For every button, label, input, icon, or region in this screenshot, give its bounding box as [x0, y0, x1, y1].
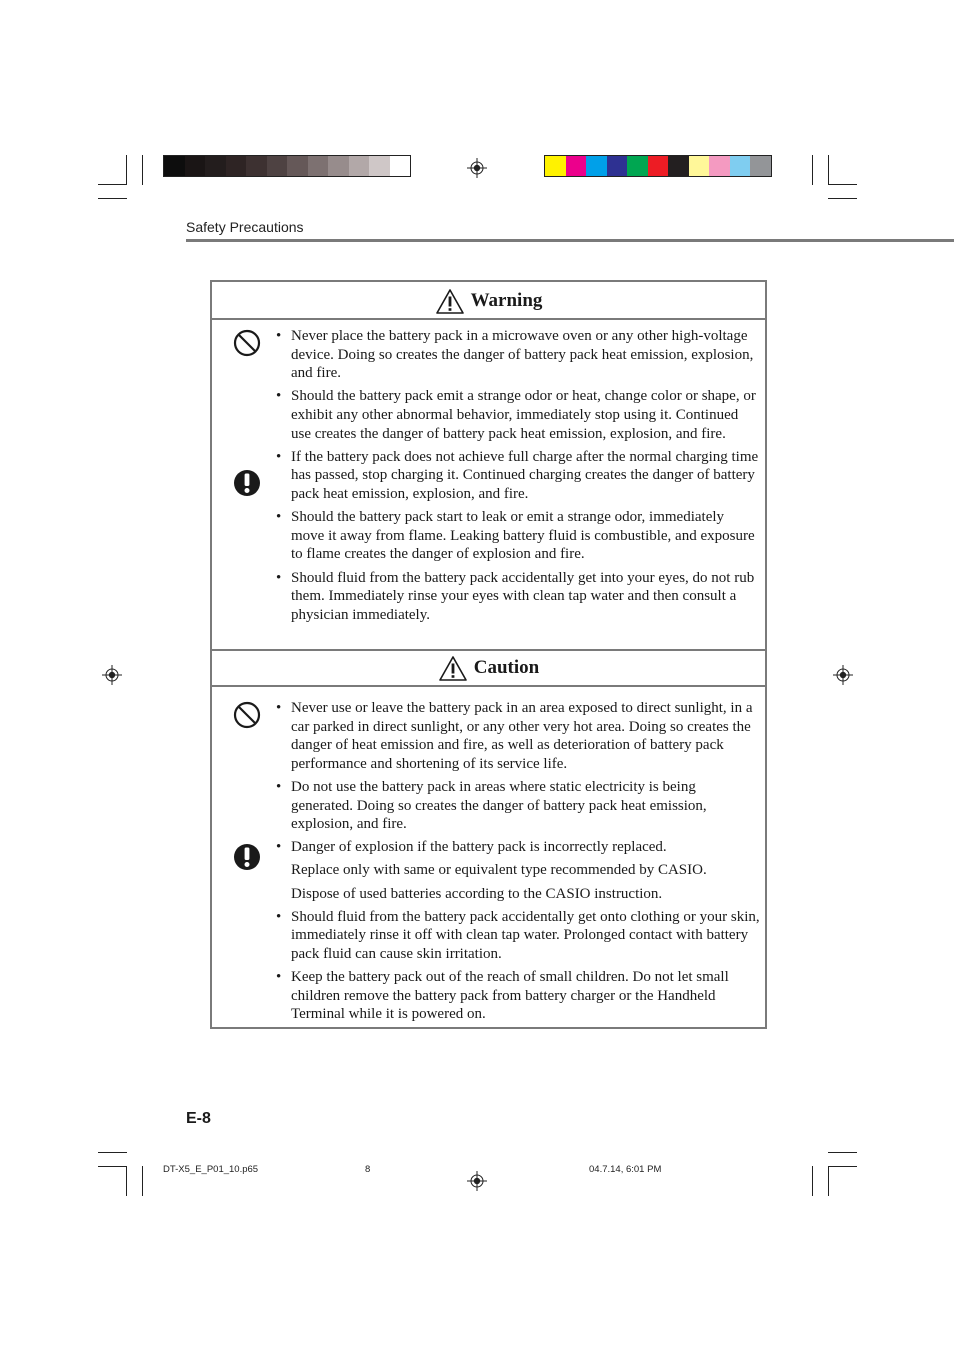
color-swatch	[709, 156, 730, 176]
crop-mark	[812, 155, 813, 185]
list-item: • Should the battery pack emit a strange odor or heat, change color or shape, or exhibit any other abnormal behavior, immediately stop using it. Continued use creates the danger of battery pack heat emission, explosion, and fire.	[276, 388, 756, 442]
exclamation-circle-icon	[232, 468, 262, 498]
bullet: •	[276, 778, 282, 795]
crop-mark	[98, 184, 127, 185]
color-swatch	[349, 156, 370, 176]
warning-title: Warning	[470, 290, 543, 311]
bullet: •	[276, 509, 282, 526]
slug-file: DT-X5_E_P01_10.p65	[163, 1164, 259, 1175]
crop-mark	[812, 1166, 813, 1196]
caution-heading	[212, 651, 765, 685]
color-swatch	[730, 156, 751, 176]
color-swatch	[689, 156, 710, 176]
exclamation-circle-icon	[232, 842, 262, 872]
bullet: •	[276, 839, 282, 856]
bullet: •	[276, 700, 282, 716]
color-swatch	[648, 156, 669, 176]
color-swatch	[267, 156, 288, 176]
list-item: • Keep the battery pack out of the reach of small children. Do not let small children remove the battery pack from battery charger or the Handheld Terminal while it is powered on.	[276, 969, 729, 1023]
crop-mark	[98, 1152, 127, 1153]
crop-mark	[828, 184, 857, 185]
crop-mark	[828, 198, 857, 199]
list-item: • Danger of explosion if the battery pack is incorrectly replaced. Replace only with same or equivalent type recommended by CASIO. Dispose of used batteries according to the CASIO instruction.	[276, 838, 760, 903]
list-item: • Should the battery pack start to leak or emit a strange odor, immediately move it away from flame. Leaking battery fluid is combustible, and exposure to flame creates the danger of explosion and fire.	[276, 509, 755, 563]
divider	[212, 318, 765, 320]
color-swatch	[287, 156, 308, 176]
color-swatch	[369, 156, 390, 176]
crop-mark	[142, 155, 143, 185]
crop-mark	[828, 1152, 857, 1153]
section-title: Safety Precautions	[186, 219, 304, 235]
bullet: •	[276, 908, 282, 925]
crop-mark	[828, 1166, 857, 1167]
registration-mark-icon	[467, 158, 487, 178]
sub-line: Replace only with same or equivalent type recommended by CASIO.	[291, 861, 707, 878]
color-swatch	[185, 156, 206, 176]
bullet: •	[276, 448, 282, 465]
caution-title: Caution	[473, 657, 540, 678]
color-calibration-bar	[544, 155, 772, 177]
crop-mark	[98, 1166, 127, 1167]
prohibited-icon	[232, 328, 262, 358]
bullet: •	[276, 569, 282, 586]
warning-list	[276, 327, 760, 629]
crop-mark	[828, 155, 829, 185]
color-swatch	[328, 156, 349, 176]
slug-page: 8	[365, 1164, 371, 1175]
color-swatch	[607, 156, 628, 176]
list-item: • Should fluid from the battery pack accidentally get onto clothing or your skin, immediately rinse it off with clean tap water. Prolonged contact with battery pack fluid can cause skin irritation.	[276, 908, 760, 962]
color-swatch	[226, 156, 247, 176]
color-swatch	[566, 156, 587, 176]
bullet: •	[276, 969, 282, 986]
crop-mark	[126, 155, 127, 185]
slug-date: 04.7.14, 6:01 PM	[589, 1164, 662, 1175]
page-number: E-8	[186, 1110, 211, 1127]
header-rule	[186, 239, 954, 242]
registration-mark-icon	[833, 665, 853, 685]
color-swatch	[627, 156, 648, 176]
crop-mark	[828, 1166, 829, 1196]
warning-triangle-icon	[438, 655, 468, 682]
crop-mark	[142, 1166, 143, 1196]
color-swatch	[308, 156, 329, 176]
warning-triangle-icon	[435, 288, 465, 315]
list-item: • Should fluid from the battery pack accidentally get into your eyes, do not rub them. Immediately rinse your eyes with clean tap water and then consult a physician immediately.	[276, 569, 755, 623]
registration-mark-icon	[102, 665, 122, 685]
color-swatch	[246, 156, 267, 176]
bullet: •	[276, 328, 282, 344]
color-swatch	[545, 156, 566, 176]
color-swatch	[750, 156, 771, 176]
color-swatch	[390, 156, 411, 176]
prohibited-icon	[232, 700, 262, 730]
list-item: • If the battery pack does not achieve full charge after the normal charging time has passed, stop charging it. Continued charging creates the danger of battery pack heat emission, explosion, and fire.	[276, 448, 759, 502]
crop-mark	[126, 1166, 127, 1196]
registration-mark-icon	[467, 1171, 487, 1191]
color-swatch	[668, 156, 689, 176]
crop-mark	[98, 198, 127, 199]
caution-list	[276, 699, 760, 1028]
safety-box	[210, 280, 767, 1029]
bullet: •	[276, 388, 282, 405]
color-swatch	[586, 156, 607, 176]
list-item: • Never use or leave the battery pack in an area exposed to direct sunlight, in a car parked in direct sunlight, or any other very hot area. Doing so creates the danger of heat emission and fire, as well as deterioration of battery pack performance and shortening of its service life.	[276, 700, 753, 772]
sub-line: Dispose of used batteries according to the CASIO instruction.	[291, 885, 663, 902]
warning-heading	[212, 284, 765, 318]
list-item: • Never place the battery pack in a microwave oven or any other high-voltage device. Doing so creates the danger of battery pack heat emission, explosion, and fire.	[276, 328, 754, 382]
gray-calibration-bar	[163, 155, 411, 177]
list-item: • Do not use the battery pack in areas where static electricity is being generated. Doing so creates the danger of battery pack heat emission, explosion, and fire.	[276, 778, 707, 833]
color-swatch	[164, 156, 185, 176]
color-swatch	[205, 156, 226, 176]
divider	[212, 685, 765, 687]
